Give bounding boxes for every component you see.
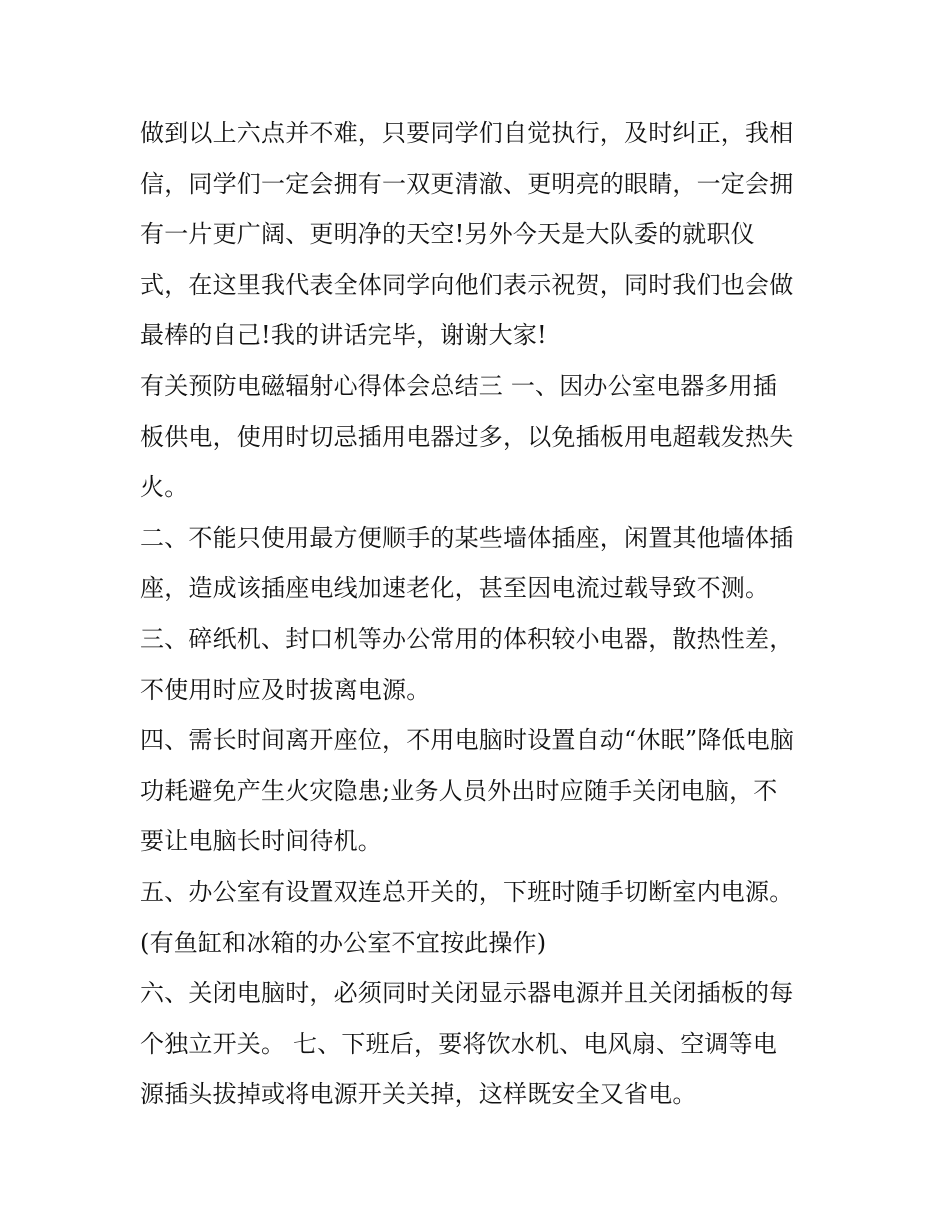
text-line: 个独立开关。 七、下班后，要将饮水机、电风扇、空调等电 — [140, 1029, 778, 1058]
text-line: 有关预防电磁辐射心得体会总结三 一、因办公室电器多用插 — [140, 371, 778, 400]
text-line: 座，造成该插座电线加速老化，甚至因电流过载导致不测。 — [140, 574, 770, 603]
text-line: 三、碎纸机、封口机等办公常用的体积较小电器，散热性差， — [140, 624, 794, 653]
text-line: 源插头拔掉或将电源开关关掉，这样既安全又省电。 — [140, 1080, 697, 1109]
text-line: 五、办公室有设置双连总开关的，下班时随手切断室内电源。 — [140, 877, 794, 906]
text-line: 板供电，使用时切忌插用电器过多，以免插板用电超载发热失 — [140, 422, 794, 451]
text-line: 功耗避免产生火灾隐患;业务人员外出时应随手关闭电脑，不 — [140, 776, 778, 805]
text-line: 最棒的自己!我的讲话完毕，谢谢大家! — [140, 321, 547, 350]
text-line: 有一片更广阔、更明净的天空!另外今天是大队委的就职仪 — [140, 220, 755, 249]
document-body — [140, 108, 840, 1120]
text-line: (有鱼缸和冰箱的办公室不宜按此操作) — [140, 928, 547, 957]
text-line: 不使用时应及时拔离电源。 — [140, 675, 431, 704]
text-line: 二、不能只使用最方便顺手的某些墙体插座，闲置其他墙体插 — [140, 523, 794, 552]
text-line: 火。 — [140, 473, 189, 502]
text-line: 要让电脑长时间待机。 — [140, 827, 382, 856]
text-line: 做到以上六点并不难，只要同学们自觉执行，及时纠正，我相 — [140, 119, 794, 147]
text-line: 六、关闭电脑时，必须同时关闭显示器电源并且关闭插板的每 — [140, 979, 794, 1008]
text-line: 四、需长时间离开座位，不用电脑时设置自动“休眠”降低电脑 — [140, 726, 795, 755]
text-line: 信，同学们一定会拥有一双更清澈、更明亮的眼睛，一定会拥 — [140, 169, 794, 198]
text-line: 式，在这里我代表全体同学向他们表示祝贺，同时我们也会做 — [140, 270, 794, 299]
